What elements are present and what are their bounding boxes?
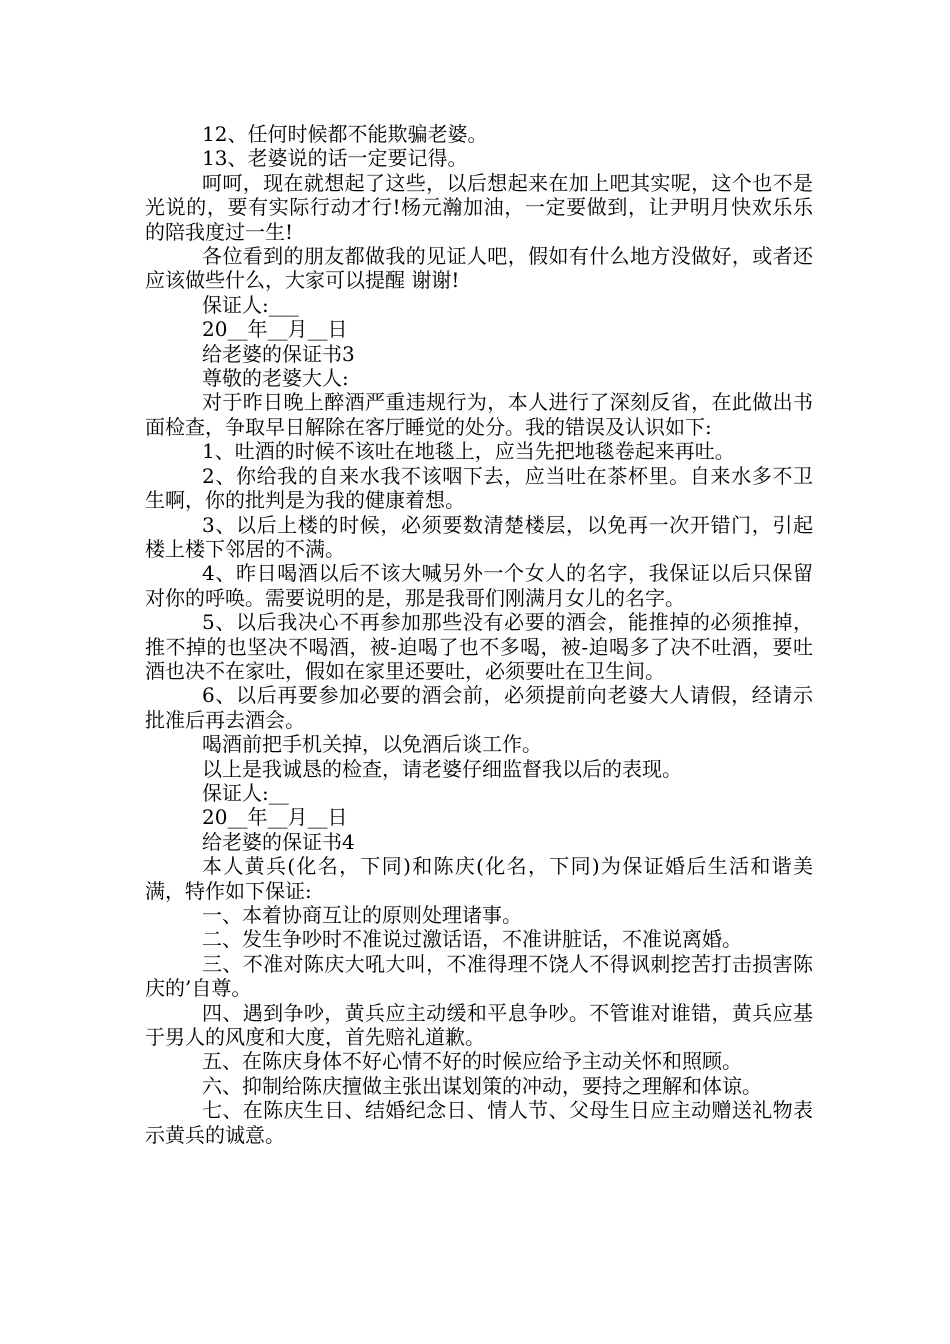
document-body <box>145 122 813 1147</box>
paragraph: 以上是我诚恳的检查，请老婆仔细监督我以后的表现。 <box>202 756 682 781</box>
list-item: 四、遇到争吵，黄兵应主动缓和平息争吵。不管谁对谁错，黄兵应基于男人的风度和大度，首先赔礼道歉。 <box>145 1000 813 1050</box>
date-line: 20__年__月__日 <box>202 805 348 830</box>
signature-line: 保证人:__ <box>202 780 289 805</box>
paragraph: 喝酒前把手机关掉，以免酒后谈工作。 <box>202 732 542 757</box>
list-item: 二、发生争吵时不准说过激话语，不准讲脏话，不准说离婚。 <box>202 927 742 952</box>
list-item: 1、吐酒的时候不该吐在地毯上，应当先把地毯卷起来再吐。 <box>202 439 735 464</box>
salutation: 尊敬的老婆大人: <box>202 366 349 391</box>
signature-line: 保证人:___ <box>202 292 299 317</box>
paragraph: 本人黄兵(化名，下同)和陈庆(化名，下同)为保证婚后生活和谐美满，特作如下保证: <box>145 854 813 903</box>
list-item: 七、在陈庆生日、结婚纪念日、情人节、父母生日应主动赠送礼物表示黄兵的诚意。 <box>145 1098 813 1147</box>
paragraph: 各位看到的朋友都做我的见证人吧，假如有什么地方没做好，或者还应该做些什么，大家可以提醒 谢谢! <box>145 244 813 293</box>
date-line: 20__年__月__日 <box>202 317 348 342</box>
list-item: 3、以后上楼的时候，必须要数清楚楼层，以免再一次开错门，引起楼上楼下邻居的不满。 <box>145 512 813 561</box>
list-item: 6、以后再要参加必要的酒会前，必须提前向老婆大人请假，经请示批准后再去酒会。 <box>145 683 813 732</box>
section-title: 给老婆的保证书4 <box>202 829 355 854</box>
section-title: 给老婆的保证书3 <box>202 341 355 366</box>
list-item: 2、你给我的自来水我不该咽下去，应当吐在茶杯里。自来水多不卫生啊，你的批判是为我的健康着想。 <box>145 463 813 513</box>
list-item: 三、不准对陈庆大吼大叫，不准得理不饶人不得讽刺挖苦打击损害陈庆的’自尊。 <box>145 951 813 1001</box>
list-item: 一、本着协商互让的原则处理诸事。 <box>202 903 522 927</box>
paragraph: 呵呵，现在就想起了这些，以后想起来在加上吧其实呢，这个也不是光说的，要有实际行动才行!杨元瀚加油，一定要做到，让尹明月快欢乐乐的陪我度过一生! <box>145 170 813 244</box>
paragraph: 13、老婆说的话一定要记得。 <box>202 146 468 171</box>
list-item: 五、在陈庆身体不好心情不好的时候应给予主动关怀和照顾。 <box>202 1049 742 1074</box>
list-item: 六、抑制给陈庆擅做主张出谋划策的冲动，要持之理解和体谅。 <box>202 1073 762 1098</box>
paragraph: 对于昨日晚上醉酒严重违规行为，本人进行了深刻反省，在此做出书面检查，争取早日解除在客厅睡觉的处分。我的错误及认识如下: <box>145 390 813 439</box>
list-item: 4、昨日喝酒以后不该大喊另外一个女人的名字，我保证以后只保留对你的呼唤。需要说明的是，那是我哥们刚满月女儿的名字。 <box>145 561 813 610</box>
list-item: 5、以后我决心不再参加那些没有必要的酒会，能推掉的必须推掉，推不掉的也坚决不喝酒，被-迫喝了也不多喝，被-迫喝多了决不吐酒，要吐酒也决不在家吐，假如在家里还要吐，必须要吐在卫生间。 <box>145 610 813 683</box>
paragraph: 12、任何时候都不能欺骗老婆。 <box>202 122 488 146</box>
